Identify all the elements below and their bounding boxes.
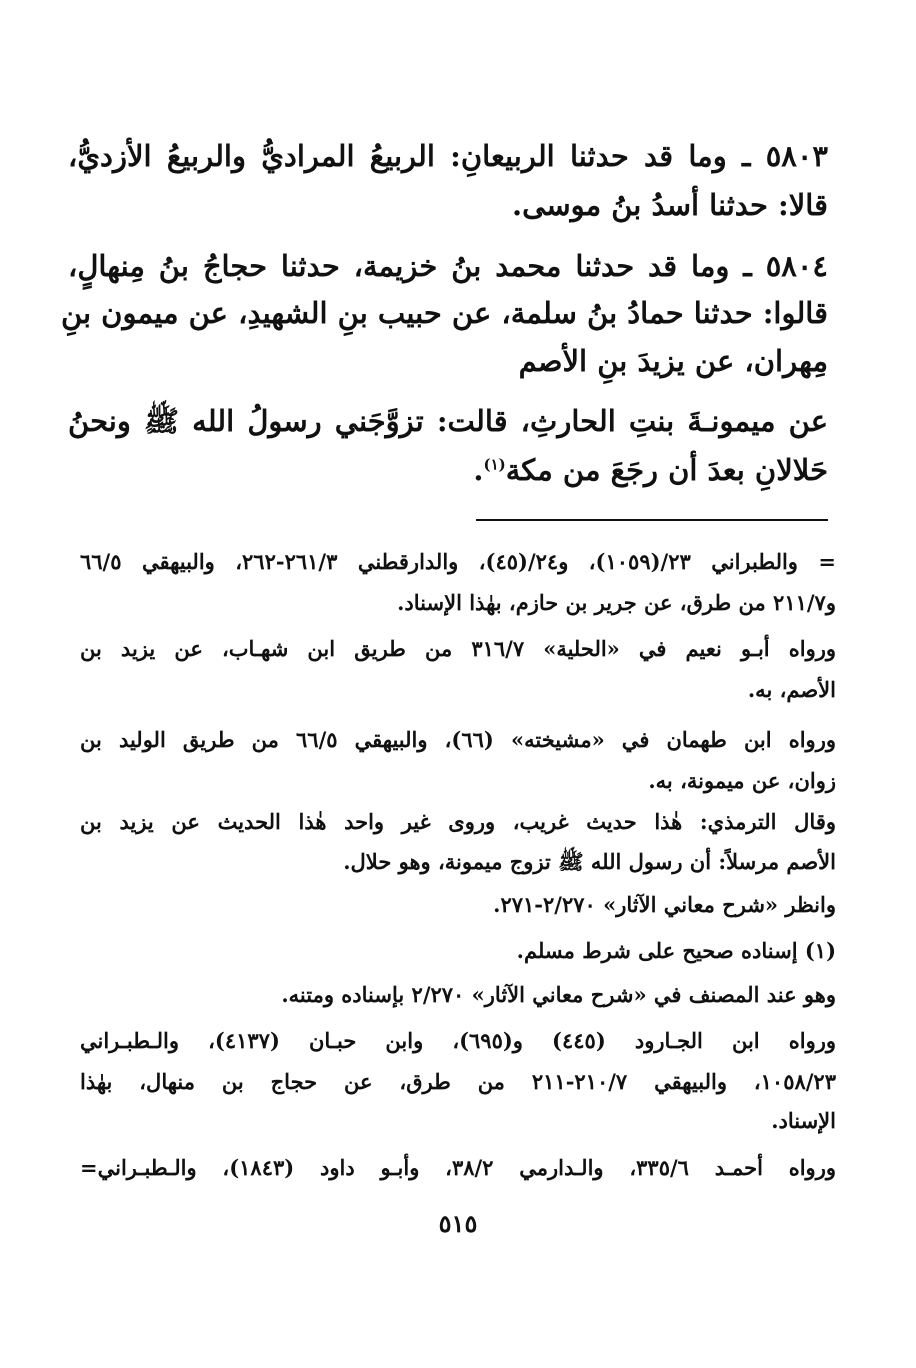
footnote-line-15: ورواه أحمـد ٣٣٥/٦، والـدارمي ٣٨/٢، وأبـو داود (١٨٤٣)، والـطبـراني=	[80, 1155, 836, 1180]
matn-end-period: .	[473, 453, 484, 487]
footnote-line-12: ورواه ابن الجـارود (٤٤٥) و(٦٩٥)، وابن حبـان (٤١٣٧)، والـطبـراني	[80, 1028, 836, 1053]
hadith-5803-line-2: قالا: حدثنا أسدُ بنُ موسى.	[512, 188, 828, 222]
footnote-line-2: و٢١١/٧ من طرق، عن جرير بن حازم، بهٰذا الإسناد.	[397, 590, 836, 615]
footnote-line-13: ١٠٥٨/٢٣، والبيهقي ٢١٠/٧-٢١١ من طرق، عن حجاج بن منهال، بهٰذا	[80, 1069, 836, 1094]
matn-line-2	[68, 454, 828, 487]
footnote-line-9: وانظر «شرح معاني الآثار» ٢/٢٧٠-٢٧١.	[493, 892, 836, 917]
footnote-line-4: الأصم، به.	[747, 677, 836, 702]
footnote-line-11: وهو عند المصنف في «شرح معاني الآثار» ٢/٢٧٠ بإسناده ومتنه.	[281, 982, 836, 1007]
hadith-5804-line-3: مِهران، عن يزيدَ بنِ الأصم	[518, 344, 828, 378]
footnote-line-7: وقال الترمذي: هٰذا حديث غريب، وروى غير واحد هٰذا الحديث عن يزيد بن	[80, 809, 836, 834]
hadith-5804-line-2: قالوا: حدثنا حمادُ بنُ سلمة، عن حبيب بنِ الشهيدِ، عن ميمون بنِ	[60, 296, 828, 330]
footnote-marker: (١)	[483, 455, 506, 474]
matn-text: حَلالانِ بعدَ أن رجَعَ من مكة	[505, 453, 828, 487]
footnote-line-8: الأصم مرسلاً: أن رسول الله ﷺ تزوج ميمونة، وهو حلال.	[343, 849, 836, 874]
footnote-line-10: (١) إسناده صحيح على شرط مسلم.	[516, 938, 836, 963]
footnote-line-5: ورواه ابن طهمان في «مشيخته» (٦٦)، والبيهقي ٦٦/٥ من طريق الوليد بن	[80, 727, 836, 752]
page-number: ٥١٥	[438, 1209, 478, 1238]
footnote-line-1: = والطبراني ٢٣/(١٠٥٩)، و٢٤/(٤٥)، والدارقطني ٢٦١/٣-٢٦٢، والبيهقي ٦٦/٥	[80, 549, 836, 574]
hadith-5803-line-1: ٥٨٠٣ ـ وما قد حدثنا الربيعانِ: الربيعُ المراديُّ والربيعُ الأزديُّ،	[68, 139, 828, 173]
footnote-line-3: ورواه أبـو نعيم في «الحلية» ٣١٦/٧ من طريق ابن شهـاب، عن يزيد بن	[80, 636, 836, 661]
hadith-5804-line-1: ٥٨٠٤ ـ وما قد حدثنا محمد بنُ خزيمة، حدثنا حجاجُ بنُ مِنهالٍ،	[68, 249, 828, 283]
footnote-line-6: زوان، عن ميمونة، به.	[648, 768, 836, 793]
matn-line-1: عن ميمونـةَ بنتِ الحارثِ، قالت: تزوَّجَني رسولُ الله ﷺ ونحنُ	[68, 404, 828, 438]
footnote-line-14: الإسناد.	[771, 1108, 836, 1133]
footnote-separator	[476, 519, 828, 521]
